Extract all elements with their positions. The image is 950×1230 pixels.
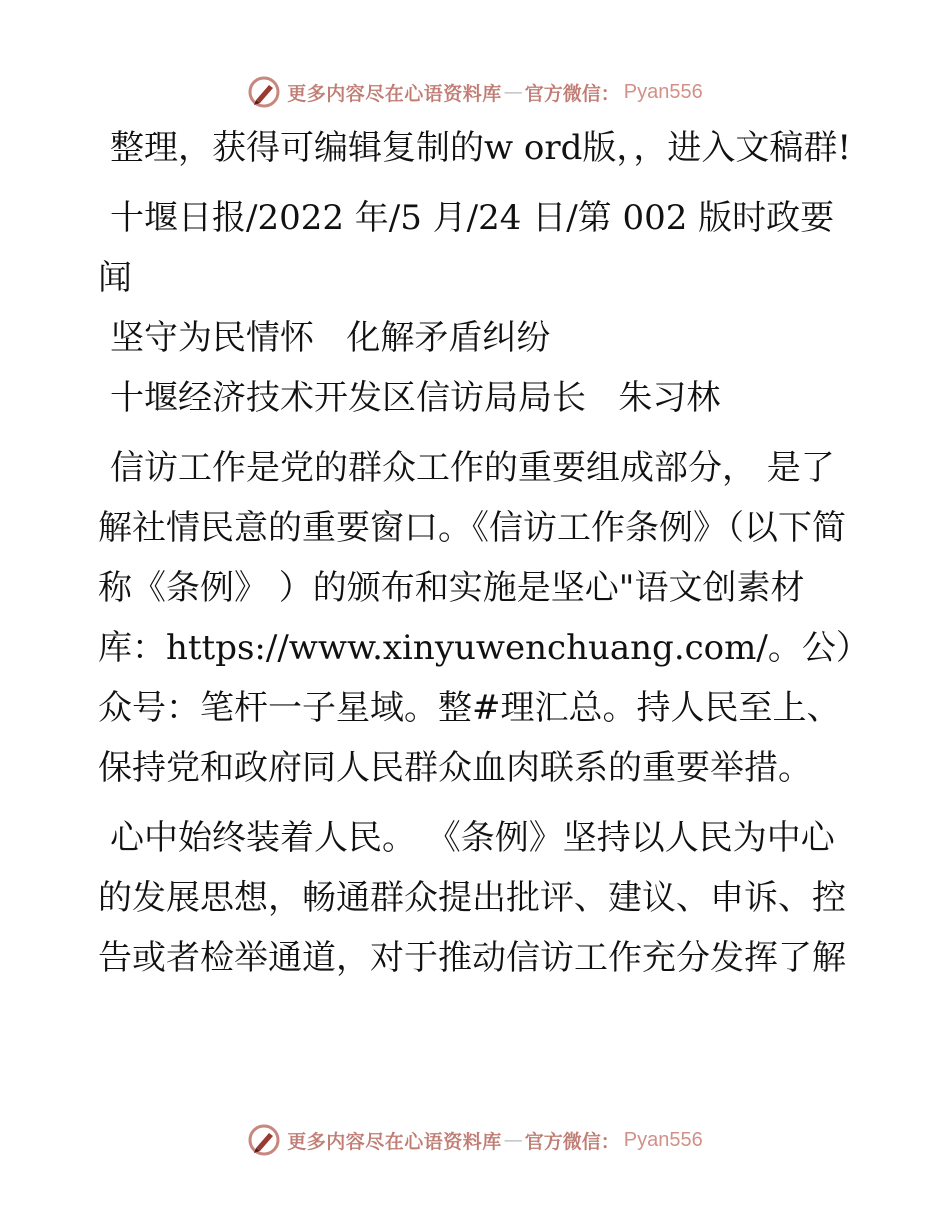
footer-banner [0,1120,950,1160]
footer-brand-text: 更多内容尽在心语资料库 [287,1130,502,1153]
headline: 坚守为民情怀 化解矛盾纠纷 [110,318,551,358]
pen-logo-icon [247,1123,281,1157]
body-paragraph-2: 心中始终装着人民。 《条例》坚持以人民为中心的发展思想，畅通群众提出批评、建议、申诉、控告或者检举通道，对于推动信访工作充分发挥了解 [98,818,846,978]
intro-paragraph: 整理，获得可编辑复制的w ord版，，进入文稿群! [110,128,852,168]
header-wechat-id: Pyan556 [623,80,703,103]
footer-wechat-id: Pyan556 [623,1128,703,1151]
source-line: 十堰日报/2022 年/5 月/24 日/第 002 版时政要闻 [98,198,835,298]
footer-official-label: 官方微信： [524,1130,620,1153]
body-paragraph-1: 信访工作是党的群众工作的重要组成部分， 是了解社情民意的重要窗口。《信访工作条例》（以下简称《条例》 ）的颁布和实施是坚心"语文创素材库：https://www.xinyuwenchuang.com/。公）众号：笔杆一子星域。整#理汇总。持人民至上、保持党和政府同人民群众血肉联系的重要举措。 [98,448,853,788]
author-line: 十堰经济技术开发区信访局局长 朱习林 [110,378,721,418]
pen-logo-icon [247,75,281,109]
footer-separator: — [503,1129,523,1151]
header-banner [0,72,950,112]
header-separator: — [503,81,523,103]
header-official-label: 官方微信： [524,82,620,105]
header-brand-text: 更多内容尽在心语资料库 [287,82,502,105]
document-body [98,118,858,988]
